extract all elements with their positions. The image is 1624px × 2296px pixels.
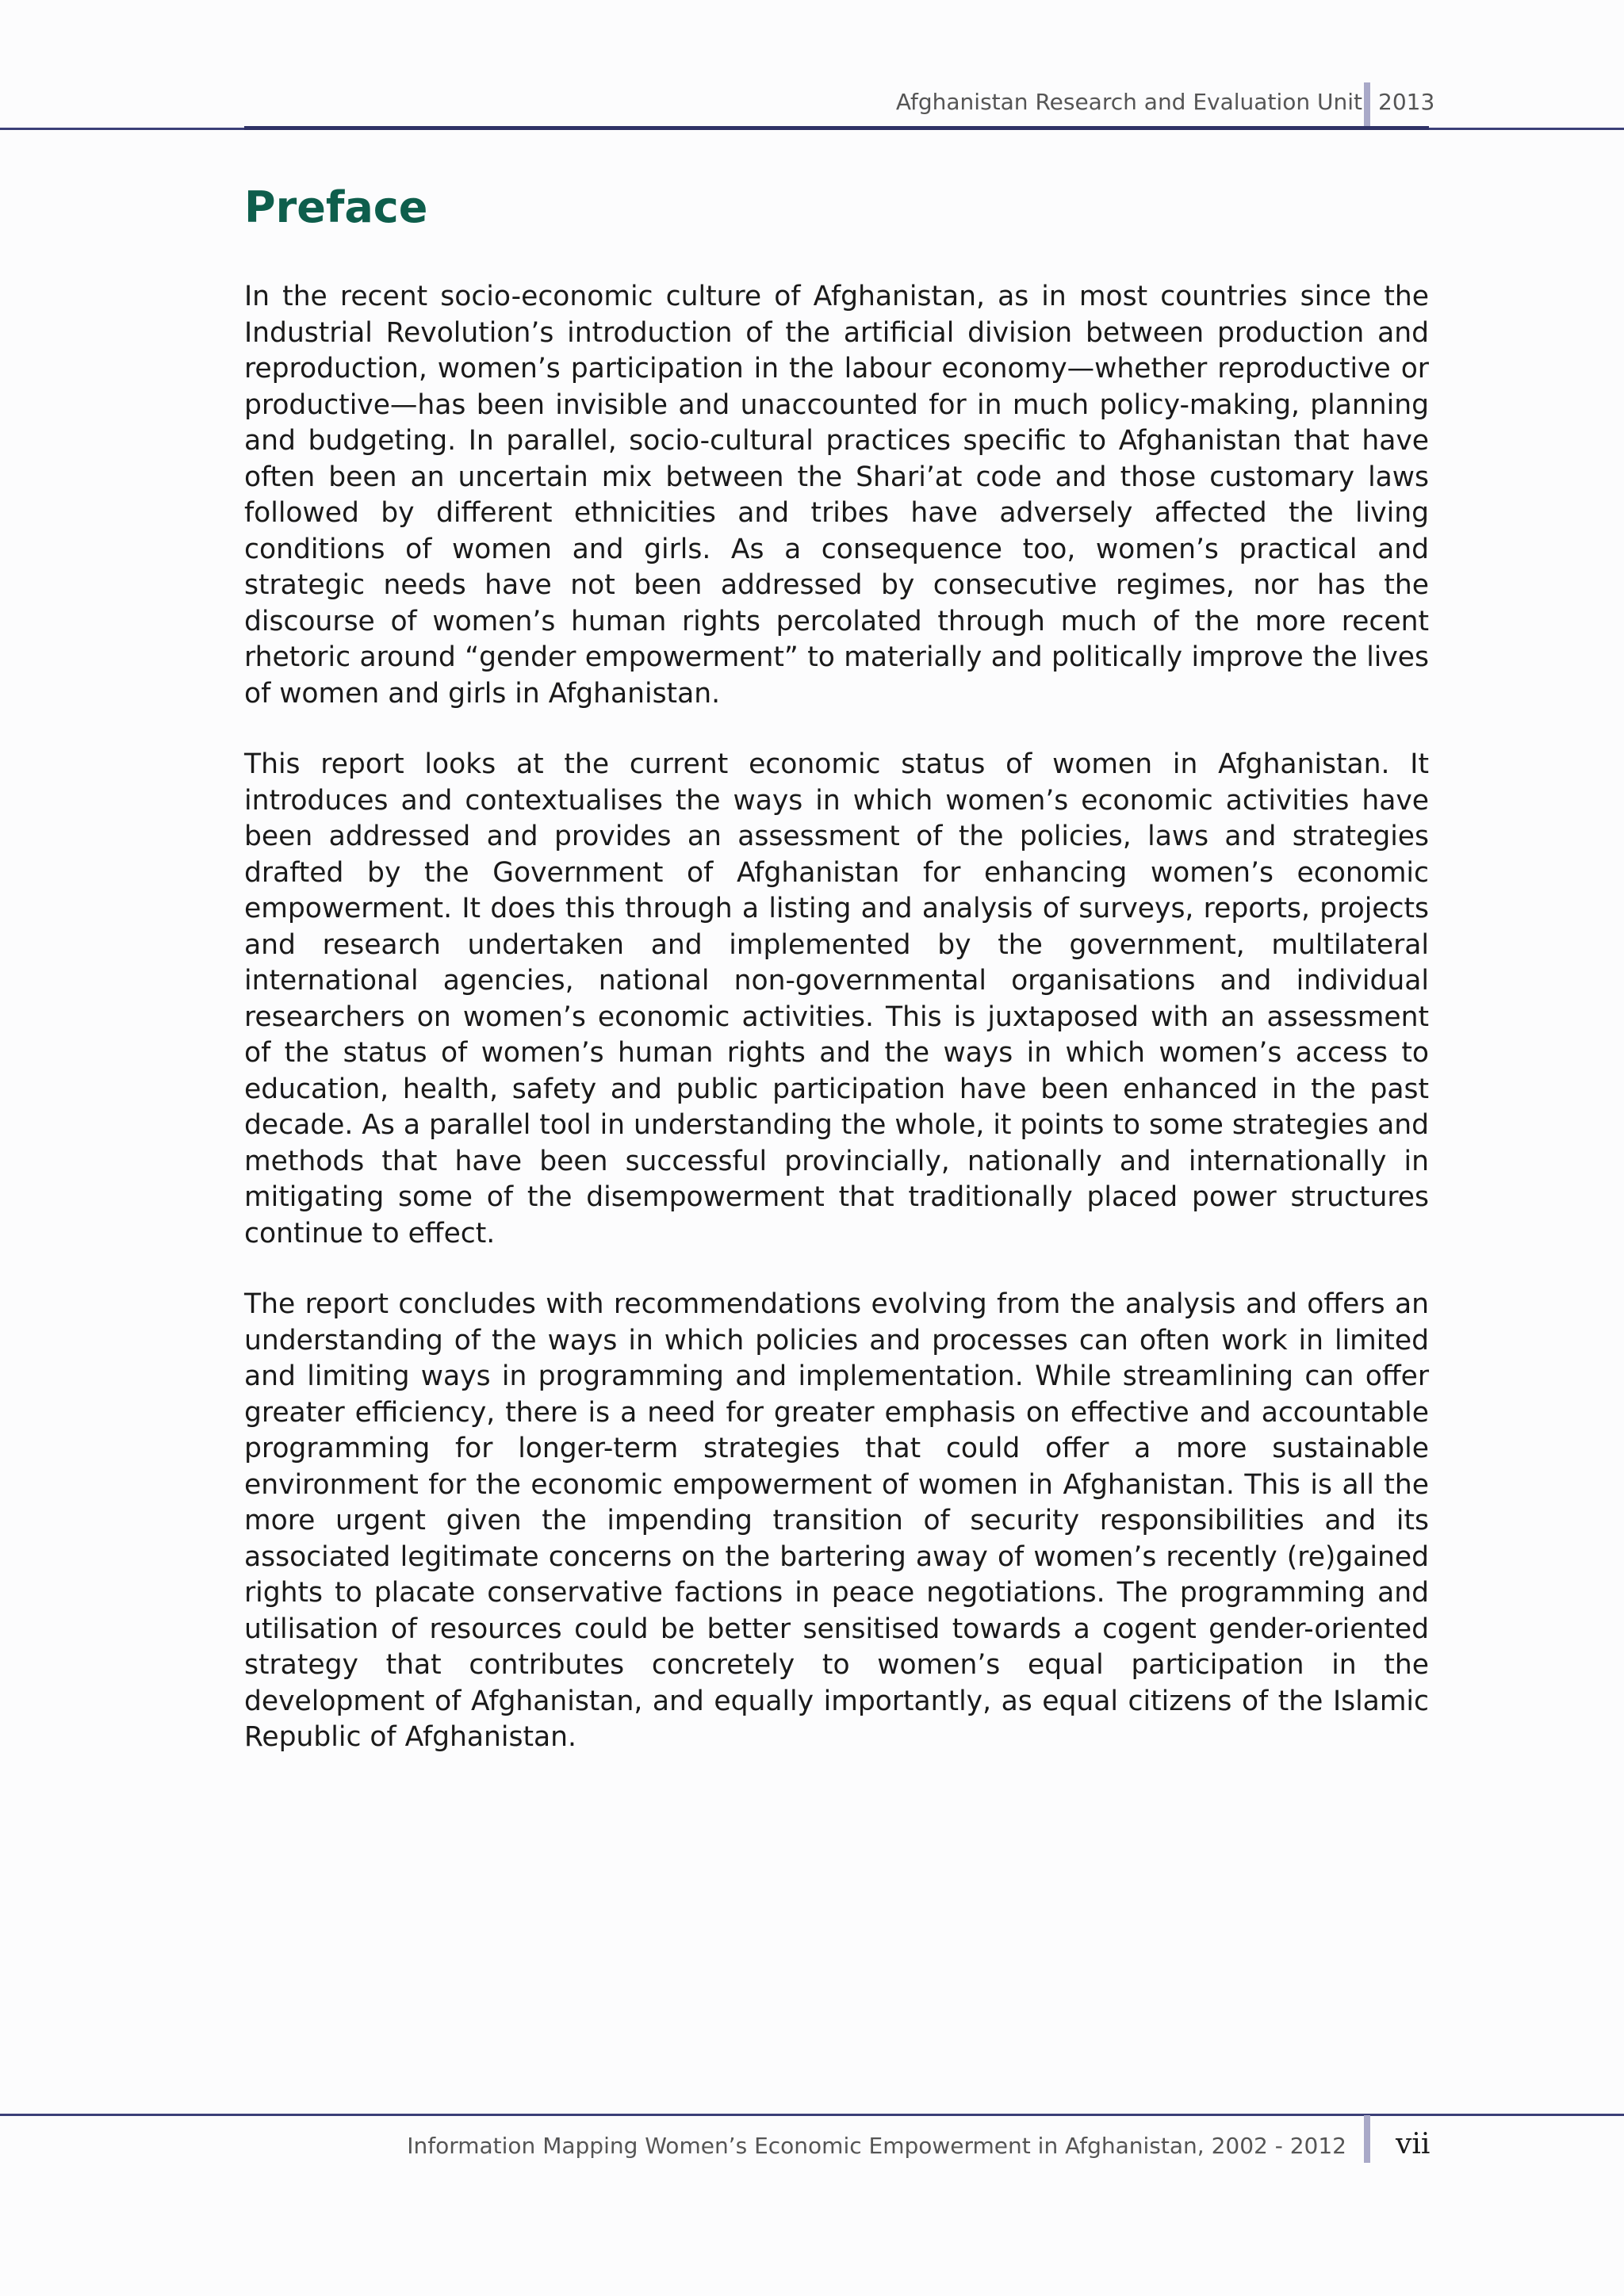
- footer-divider: [1364, 2115, 1370, 2163]
- header-year: 2013: [1378, 89, 1435, 115]
- paragraph-3: The report concludes with recommendations evolving from the analysis and offers an understanding of the ways in which policies and processes can often work in limited and limiting ways in programming and implementation. While streamlining can offer greater efficiency, there is a need for greater emphasis on effective and accountable programming for longer-term strategies that could offer a more sustainable environment for the economic empowerment of women in Afghanistan. This is all the more urgent given the impending transition of security responsibilities and its associated legitimate concerns on the bartering away of women’s recently (re)gained rights to placate conservative factions in peace negotiations. The programming and utilisation of resources could be better sensitised towards a cogent gender-oriented strategy that contributes concretely to women’s equal participation in the development of Afghanistan, and equally importantly, as equal citizens of the Islamic Republic of Afghanistan.: [244, 1288, 1429, 1753]
- footer-report-title: Information Mapping Women’s Economic Empowerment in Afghanistan, 2002 - 2012: [407, 2133, 1346, 2159]
- preface-body: [244, 279, 1429, 1791]
- page-number: vii: [1396, 2128, 1431, 2160]
- page-title: Preface: [244, 182, 428, 232]
- page-header: [0, 0, 1624, 135]
- header-divider: [1364, 82, 1370, 128]
- paragraph-2: This report looks at the current economic status of women in Afghanistan. It introduces and contextualises the ways in which women’s economic activities have been addressed and provides an assessment of the policies, laws and strategies drafted by the Government of Afghanistan for enhancing women’s economic empowerment. It does this through a listing and analysis of surveys, reports, projects and research undertaken and implemented by the government, multilateral international agencies, national non-governmental organisations and individual researchers on women’s economic activities. This is juxtaposed with an assessment of the status of women’s human rights and the ways in which women’s access to education, health, safety and public participation have been enhanced in the past decade. As a parallel tool in understanding the whole, it points to some strategies and methods that have been successful provincially, nationally and internationally in mitigating some of the disempowerment that traditionally placed power structures continue to effect.: [244, 748, 1429, 1249]
- header-organization: Afghanistan Research and Evaluation Unit: [895, 89, 1362, 115]
- footer-rule: [0, 2114, 1624, 2116]
- paragraph-1: In the recent socio-economic culture of Afghanistan, as in most countries since the Industrial Revolution’s introduction of the artificial division between production and reproduction, women’s participation in the labour economy—whether reproductive or productive—has been invisible and unaccounted for in much policy-making, planning and budgeting. In parallel, socio-cultural practices specific to Afghanistan that have often been an uncertain mix between the Shari’at code and those customary laws followed by different ethnicities and tribes have adversely affected the living conditions of women and girls. As a consequence too, women’s practical and strategic needs have not been addressed by consecutive regimes, nor has the discourse of women’s human rights percolated through much of the more recent rhetoric around “gender empowerment” to materially and politically improve the lives of women and girls in Afghanistan.: [244, 281, 1429, 710]
- header-rule-accent: [244, 126, 1429, 130]
